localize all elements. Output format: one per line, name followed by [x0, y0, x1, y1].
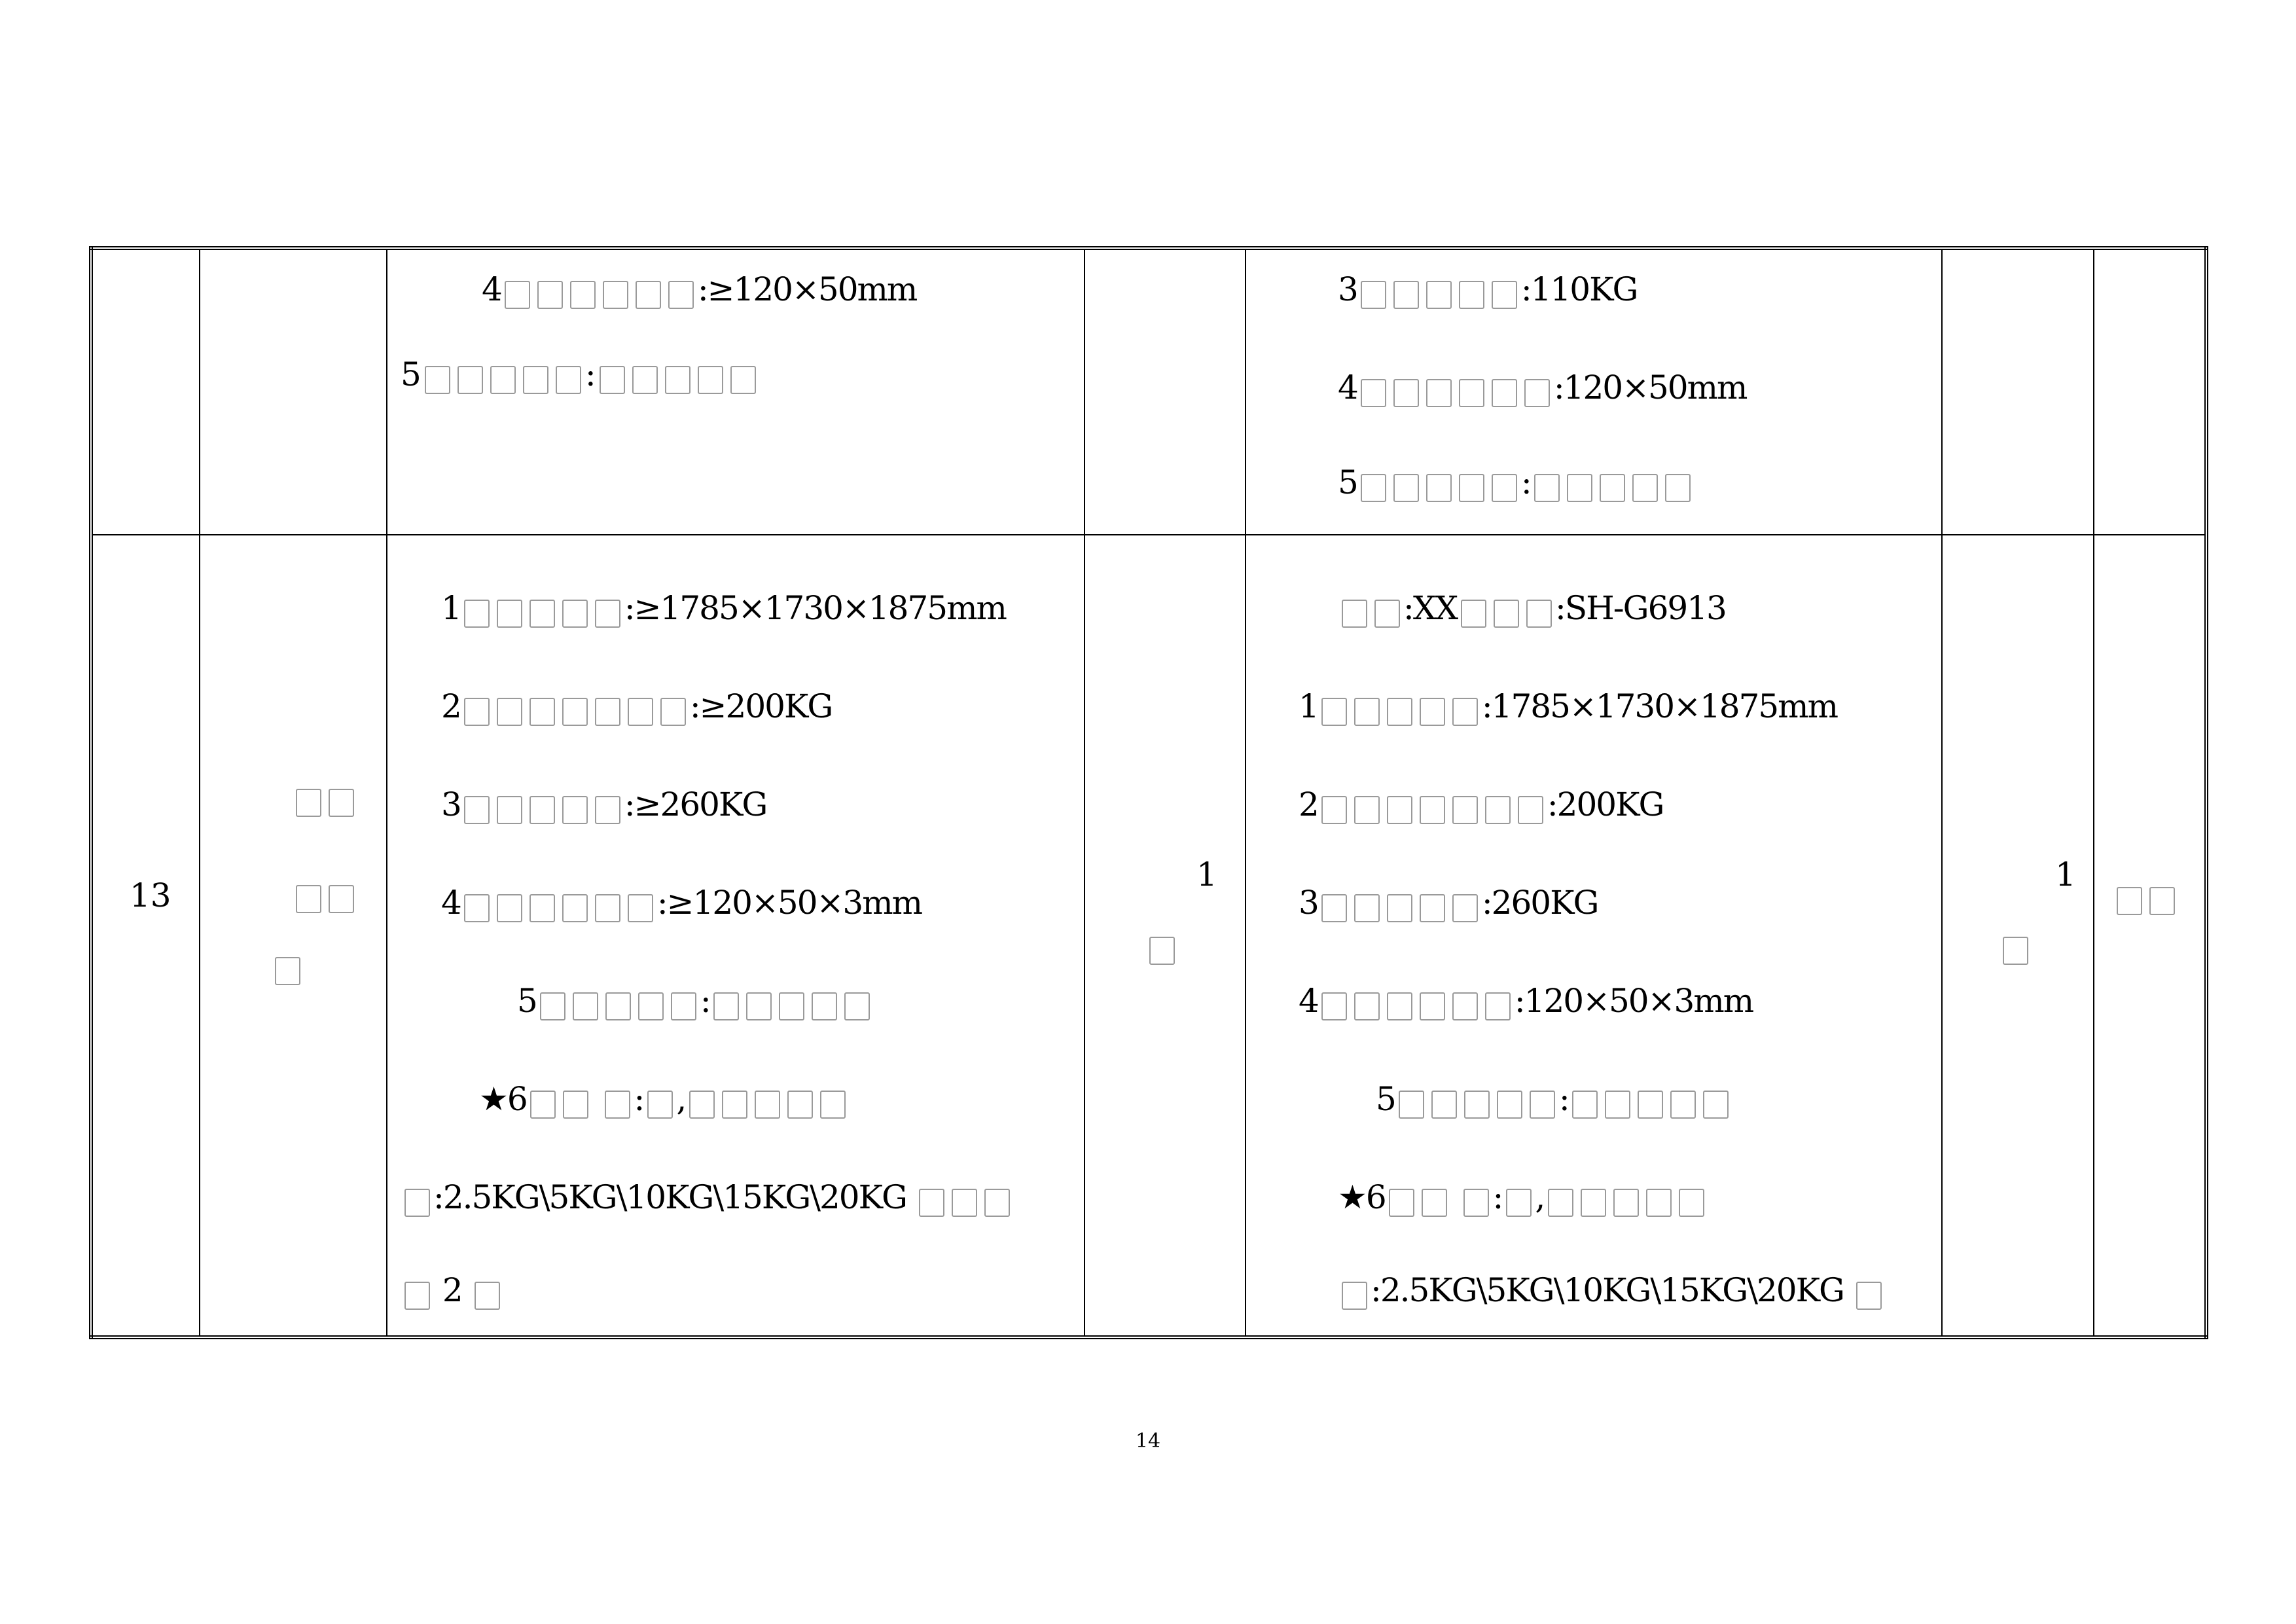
requirement-line: 2 — [387, 1248, 1084, 1335]
spec-table — [89, 246, 2208, 1339]
offer-line: 4 :120×50×3mm — [1299, 982, 1753, 1020]
offer-line: 5 : — [1246, 440, 1941, 518]
row1-name-cell — [200, 248, 387, 535]
quantity-number: 1 — [2055, 856, 2076, 893]
requirement-line: 1 :≥1785×1730×1875mm — [441, 589, 1006, 627]
table-row — [91, 248, 2206, 535]
quantity-unit — [1999, 926, 2032, 967]
offer-line: ★6 : , — [1246, 1149, 1941, 1248]
row2-name-cell — [200, 535, 387, 1337]
row1-requirement-qty-cell — [1085, 248, 1246, 535]
offer-line: 3 :110KG — [1338, 270, 1638, 308]
item-name-line — [292, 778, 357, 820]
offer-line: 3 :260KG — [1299, 884, 1598, 922]
offer-line: 2 :200KG — [1299, 785, 1664, 823]
quantity-number: 1 — [1196, 856, 1217, 893]
row2-index-cell — [91, 535, 200, 1337]
row2-response-cell — [2094, 535, 2206, 1337]
row2-offer-cell — [1246, 535, 1942, 1337]
requirement-line: 4 :≥120×50×3mm — [441, 884, 922, 922]
offer-line: 4 :120×50mm — [1338, 369, 1747, 406]
requirement-line: 2 :≥200KG — [441, 687, 833, 725]
table-row — [91, 535, 2206, 1337]
row1-requirement-cell — [387, 248, 1085, 535]
quantity-unit — [1145, 926, 1178, 967]
row2-offer-qty-cell — [1942, 535, 2094, 1337]
page-number: 14 — [1135, 1430, 1161, 1453]
offer-line: 5 : — [1246, 1051, 1941, 1149]
requirement-line: 5 : — [387, 953, 1084, 1051]
requirement-line: 5 : — [387, 342, 1084, 407]
item-name-line — [292, 874, 357, 916]
item-number: 13 — [130, 876, 171, 914]
row1-offer-qty-cell — [1942, 248, 2094, 535]
requirement-line: 4 :≥120×50mm — [482, 270, 917, 308]
requirement-line: :2.5KG\5KG\10KG\15KG\20KG — [387, 1149, 1084, 1248]
row1-response-cell — [2094, 248, 2206, 535]
item-name-line — [271, 946, 304, 988]
offer-line: :2.5KG\5KG\10KG\15KG\20KG — [1246, 1248, 1941, 1335]
requirement-line: ★6 : , — [387, 1051, 1084, 1149]
offer-line: 1 :1785×1730×1875mm — [1299, 687, 1838, 725]
row2-requirement-cell — [387, 535, 1085, 1337]
row1-index-cell — [91, 248, 200, 535]
response-text — [2113, 876, 2178, 918]
requirement-line: 3 :≥260KG — [441, 785, 767, 823]
offer-line: :XX :SH-G6913 — [1246, 560, 1941, 659]
row1-offer-cell — [1246, 248, 1942, 535]
row2-requirement-qty-cell — [1085, 535, 1246, 1337]
